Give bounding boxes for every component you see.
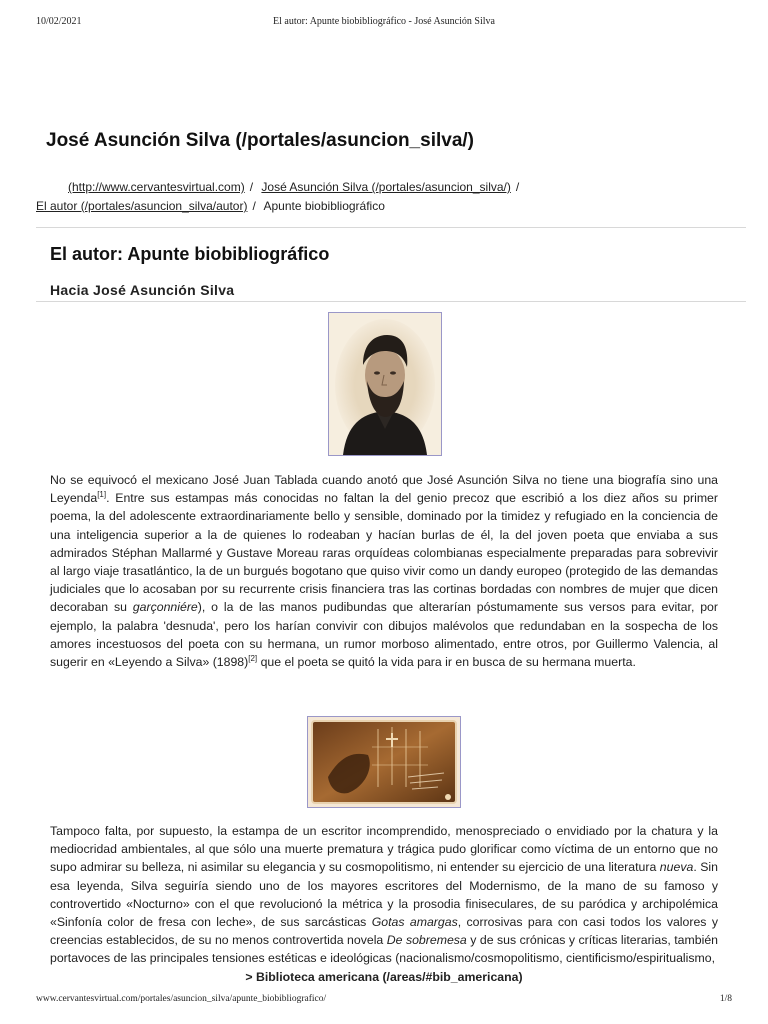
paragraph-2-text-d: y de sus crónicas y críticas literarias, también portavoces de las principales tensiones estéticas e ideológicas (nacionalismo/cosmopolitismo, cientificismo/espiritualismo, (50, 933, 719, 966)
breadcrumb (36, 178, 736, 216)
page-heading: El autor: Apunte biobibliográfico (50, 244, 330, 264)
breadcrumb-portal-link[interactable]: José Asunción Silva (/portales/asuncion_silva/) (261, 180, 511, 194)
site-title[interactable]: José Asunción Silva (/portales/asuncion_silva/) (46, 130, 474, 151)
paragraph-2-italic-3: De sobremesa (386, 933, 467, 948)
paragraph-1 (50, 471, 718, 671)
paragraph-2-text-c: , corrosivas para con casi todos los valores y creencias establecidos, de su no menos controvertida novela (50, 915, 718, 948)
footnote-ref-1[interactable] (97, 490, 106, 499)
biblioteca-americana-link[interactable]: > Biblioteca americana (/areas/#bib_americana) (36, 965, 732, 989)
print-footer (36, 994, 732, 1008)
breadcrumb-separator: / (249, 180, 254, 194)
paragraph-1-italic: garçonniére (132, 600, 198, 615)
sepia-engraving-illustration (308, 717, 460, 807)
paragraph-1-text-d: que el poeta se quitó la vida para ir en busca de su hermana muerta. (257, 655, 636, 670)
print-date: 10/02/2021 (36, 16, 82, 27)
print-header (36, 16, 732, 30)
print-url: www.cervantesvirtual.com/portales/asuncion_silva/apunte_biobibliografico/ (36, 994, 327, 1004)
paragraph-1-text-c: ), o la de las manos pudibundas que alterarían póstumamente sus versos para evitar, por ejemplo, la palabra 'desnuda', pero los harían convivir con dibujos malévolos que redundaban en la sospecha de los amores incestuosos del poeta con su hermana, un rumor morboso alimentado, entre otros, por Guillermo Valencia, al sugerir en «Leyendo a Silva» (1898) (50, 600, 718, 670)
portrait-illustration (329, 313, 441, 455)
footnote-link-1[interactable]: [1] (97, 490, 107, 500)
footnote-ref-2[interactable] (248, 654, 257, 663)
footnote-link-2[interactable]: [2] (248, 653, 258, 663)
paragraph-2-text-a: Tampoco falta, por supuesto, la estampa de un escritor incomprendido, menospreciado o envidiado por la chatura y la mediocridad ambientales, al que sólo una muerte prematura y trágica pudo glorificar como víctima de un entorno que no supo admirar su belleza, ni asimilar su elegancia y su cosmopolitismo, ni entender su ejercicio de una literatura (50, 824, 718, 875)
paragraph-2-text-b: . Sin esa leyenda, Silva seguiría siendo uno de los mayores escritores del Modernismo, de la mano de su famoso y controvertido «Nocturno» con el que revolucionó la métrica y la prosodia finiseculares, de su paródica y archipolémica «Sinfonía color de fresa con leche», de sus sarcásticas (50, 860, 718, 930)
breadcrumb-section-link[interactable]: El autor (/portales/asuncion_silva/autor) (36, 199, 248, 213)
paragraph-1-text-a: No se equivocó el mexicano José Juan Tablada cuando anotó que José Asunción Silva no tiene una biografía sino una Leyenda (50, 473, 718, 506)
section-divider (36, 301, 746, 302)
illustration-image[interactable] (307, 716, 461, 808)
portrait-image[interactable] (328, 312, 442, 456)
print-document-title: El autor: Apunte biobibliográfico - José Asunción Silva (273, 16, 495, 27)
section-heading: Hacia José Asunción Silva (50, 282, 235, 298)
paragraph-2-italic-2: Gotas amargas (371, 915, 458, 930)
breadcrumb-separator: / (252, 199, 256, 213)
header-divider (36, 227, 746, 228)
paragraph-2-italic-1: nueva (659, 860, 694, 875)
paragraph-1-text-b: . Entre sus estampas más conocidas no faltan la del genio precoz que escribió a los diez años su primer poema, la del adolescente extraordinariamente bello y sensible, dominado por la timidez y refugiado en la conciencia de una inteligencia superior a la de quienes lo rodeaban y hacían burlas de él, la del joven poeta que enviaba a sus admirados Stéphan Mallarmé y Gustave Moreau raras orquídeas colombianas especialmente preparadas para sobrevivir al largo viaje trasatlántico, la de un burgués bogotano que quiso vivir como un dandy europeo (protegido de las demandas judiciales que lo acosaban por su recurrente crisis financiera tras las cortinas bordadas con nombres de mujer que dicen decoraban su (50, 491, 718, 615)
breadcrumb-separator: / (515, 180, 520, 194)
paragraph-2 (50, 822, 718, 968)
breadcrumb-current: Apunte biobibliográfico (263, 199, 385, 213)
breadcrumb-home-link[interactable]: (http://www.cervantesvirtual.com) (68, 180, 245, 194)
page-number: 1/8 (719, 994, 732, 1004)
